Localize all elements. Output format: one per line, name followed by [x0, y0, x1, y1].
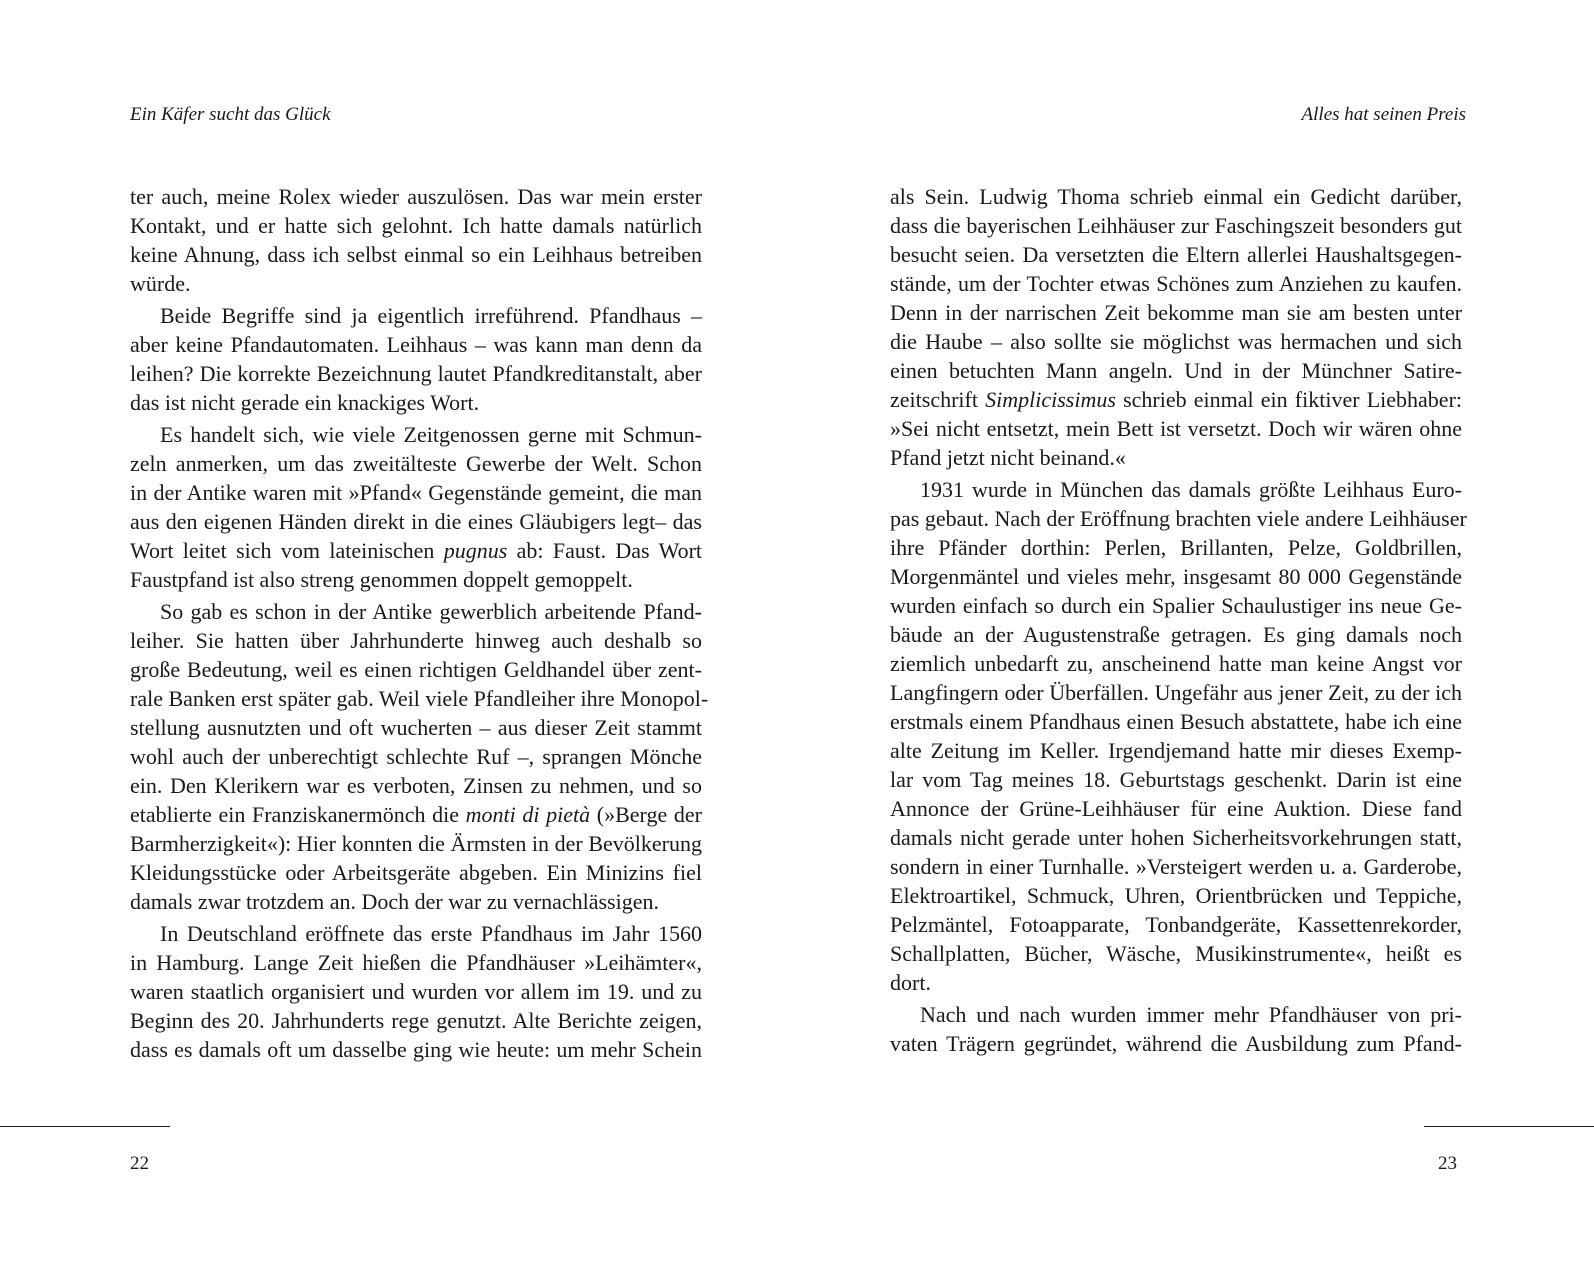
text-line: Beide Begriffe sind ja eigentlich irreführend. Pfandhaus – — [160, 303, 702, 328]
text-line: Morgenmäntel und vieles mehr, insgesamt 80 000 Gegenstände — [890, 564, 1462, 589]
text-line: keine Ahnung, dass ich selbst einmal so ein Leihhaus betreiben — [130, 242, 702, 267]
text-line: aber keine Pfandautomaten. Leihhaus – was kann man denn da — [130, 332, 702, 357]
text-line: So gab es schon in der Antike gewerblich arbeitende Pfand- — [160, 599, 702, 624]
right-page — [797, 0, 1594, 1270]
text-line: leihen? Die korrekte Bezeichnung lautet Pfandkreditanstalt, aber — [130, 361, 702, 386]
text-line: zeitschrift Simplicissimus schrieb einmal ein fiktiver Liebhaber: — [890, 387, 1463, 412]
text-line: erstmals einem Pfandhaus einen Besuch abstattete, habe ich eine — [890, 709, 1462, 734]
text-line: dass es damals oft um dasselbe ging wie heute: um mehr Schein — [130, 1037, 702, 1062]
text-line: Barmherzigkeit«): Hier konnten die Ärmsten in der Bevölkerung — [130, 831, 702, 856]
text-line: würde. — [130, 271, 191, 296]
text-line: einen betuchten Mann angeln. Und in der Münchner Satire- — [890, 358, 1462, 383]
text-line: Wort leitet sich vom lateinischen pugnus ab: Faust. Das Wort — [130, 538, 703, 563]
italic-term: monti di pietà — [465, 802, 591, 827]
text-line: dort. — [890, 970, 931, 995]
text-line: ter auch, meine Rolex wieder auszulösen. Das war mein erster — [130, 184, 702, 209]
text-line: bäude an der Augustenstraße getragen. Es ging damals noch — [890, 622, 1462, 647]
body-text-left — [130, 182, 709, 1064]
text-line: lar vom Tag meines 18. Geburtstags geschenkt. Darin ist eine — [890, 767, 1462, 792]
text-line: wohl auch der unberechtigt schlechte Ruf –, sprangen Mönche — [130, 744, 702, 769]
text-line: als Sein. Ludwig Thoma schrieb einmal ein Gedicht darüber, — [890, 184, 1462, 209]
text-line: besucht seien. Da versetzten die Eltern allerlei Haushaltsgegen- — [890, 242, 1462, 267]
footer-rule-left — [0, 1126, 170, 1127]
text-line: Es handelt sich, wie viele Zeitgenossen gerne mit Schmun- — [160, 422, 702, 447]
page-number-right: 23 — [1438, 1153, 1457, 1174]
footer-rule-right — [1424, 1126, 1594, 1127]
text-line: Annonce der Grüne-Leihhäuser für eine Auktion. Diese fand — [890, 796, 1462, 821]
text-line: Kleidungsstücke oder Arbeitsgeräte abgeben. Ein Minizins fiel — [130, 860, 702, 885]
text-line: Elektroartikel, Schmuck, Uhren, Orientbrücken und Teppiche, — [890, 883, 1462, 908]
text-line: waren staatlich organisiert und wurden vor allem im 19. und zu — [130, 979, 702, 1004]
text-line: Faustpfand ist also streng genommen doppelt gemoppelt. — [130, 567, 633, 592]
text-line: in Hamburg. Lange Zeit hießen die Pfandhäuser »Leihämter«, — [130, 950, 702, 975]
page-number-left: 22 — [130, 1153, 149, 1174]
italic-term: pugnus — [443, 538, 508, 563]
text-line: In Deutschland eröffnete das erste Pfandhaus im Jahr 1560 — [160, 921, 702, 946]
text-line: sondern in einer Turnhalle. »Versteigert werden u. a. Garderobe, — [890, 854, 1462, 879]
text-line: damals nicht gerade unter hohen Sicherheitsvorkehrungen statt, — [890, 825, 1462, 850]
text-line: dass die bayerischen Leihhäuser zur Faschingszeit besonders gut — [890, 213, 1462, 238]
text-line: große Bedeutung, weil es einen richtigen Geldhandel über zent- — [130, 657, 702, 682]
text-line: ein. Den Klerikern war es verboten, Zinsen zu nehmen, und so — [130, 773, 702, 798]
text-line: alte Zeitung im Keller. Irgendjemand hatte mir dieses Exemp- — [890, 738, 1462, 763]
text-line: Schallplatten, Bücher, Wäsche, Musikinstrumente«, heißt es — [890, 941, 1462, 966]
text-line: stellung ausnutzten und oft wucherten – aus dieser Zeit stammt — [130, 715, 702, 740]
text-line: ihre Pfänder dorthin: Perlen, Brillanten, Pelze, Goldbrillen, — [890, 535, 1462, 560]
text-line: das ist nicht gerade ein knackiges Wort. — [130, 390, 480, 415]
text-line: aus den eigenen Händen direkt in die eines Gläubigers legt– das — [130, 509, 702, 534]
text-line: in der Antike waren mit »Pfand« Gegenstände gemeint, die man — [130, 480, 702, 505]
text-line: leiher. Sie hatten über Jahrhunderte hinweg auch deshalb so — [130, 628, 702, 653]
body-text-right — [890, 182, 1467, 1058]
text-line: rale Banken erst später gab. Weil viele Pfandleiher ihre Monopol- — [130, 686, 709, 711]
text-line: wurden einfach so durch ein Spalier Schaulustiger ins neue Ge- — [890, 593, 1462, 618]
text-line: »Sei nicht entsetzt, mein Bett ist versetzt. Doch wir wären ohne — [890, 416, 1462, 441]
text-line: etablierte ein Franziskanermönch die monti di pietà (»Berge der — [130, 802, 702, 827]
text-line: damals zwar trotzdem an. Doch der war zu vernachlässigen. — [130, 889, 659, 914]
text-line: zeln anmerken, um das zweitälteste Gewerbe der Welt. Schon — [130, 451, 702, 476]
text-line: 1931 wurde in München das damals größte Leihhaus Euro- — [920, 477, 1462, 502]
text-line: Pelzmäntel, Fotoapparate, Tonbandgeräte, Kassettenrekorder, — [890, 912, 1462, 937]
text-line: stände, um der Tochter etwas Schönes zum Anziehen zu kaufen. — [890, 271, 1462, 296]
text-line: vaten Trägern gegründet, während die Ausbildung zum Pfand- — [890, 1031, 1462, 1056]
text-line: die Haube – also sollte sie möglichst was hermachen und sich — [890, 329, 1462, 354]
running-head-right: Alles hat seinen Preis — [1301, 104, 1466, 125]
text-line: Denn in der narrischen Zeit bekomme man sie am besten unter — [890, 300, 1462, 325]
running-head-left: Ein Käfer sucht das Glück — [130, 104, 331, 125]
text-line: Langfingern oder Überfällen. Ungefähr aus jener Zeit, zu der ich — [890, 680, 1462, 705]
text-line: ziemlich unbedarft zu, anscheinend hatte man keine Angst vor — [890, 651, 1462, 676]
italic-title: Simplicissimus — [985, 387, 1116, 412]
text-line: pas gebaut. Nach der Eröffnung brachten viele andere Leihhäuser — [890, 506, 1467, 531]
text-line: Kontakt, und er hatte sich gelohnt. Ich hatte damals natürlich — [130, 213, 702, 238]
text-line: Pfand jetzt nicht beinand.« — [890, 445, 1126, 470]
text-line: Nach und nach wurden immer mehr Pfandhäuser von pri- — [920, 1002, 1462, 1027]
text-line: Beginn des 20. Jahrhunderts rege genutzt. Alte Berichte zeigen, — [130, 1008, 702, 1033]
